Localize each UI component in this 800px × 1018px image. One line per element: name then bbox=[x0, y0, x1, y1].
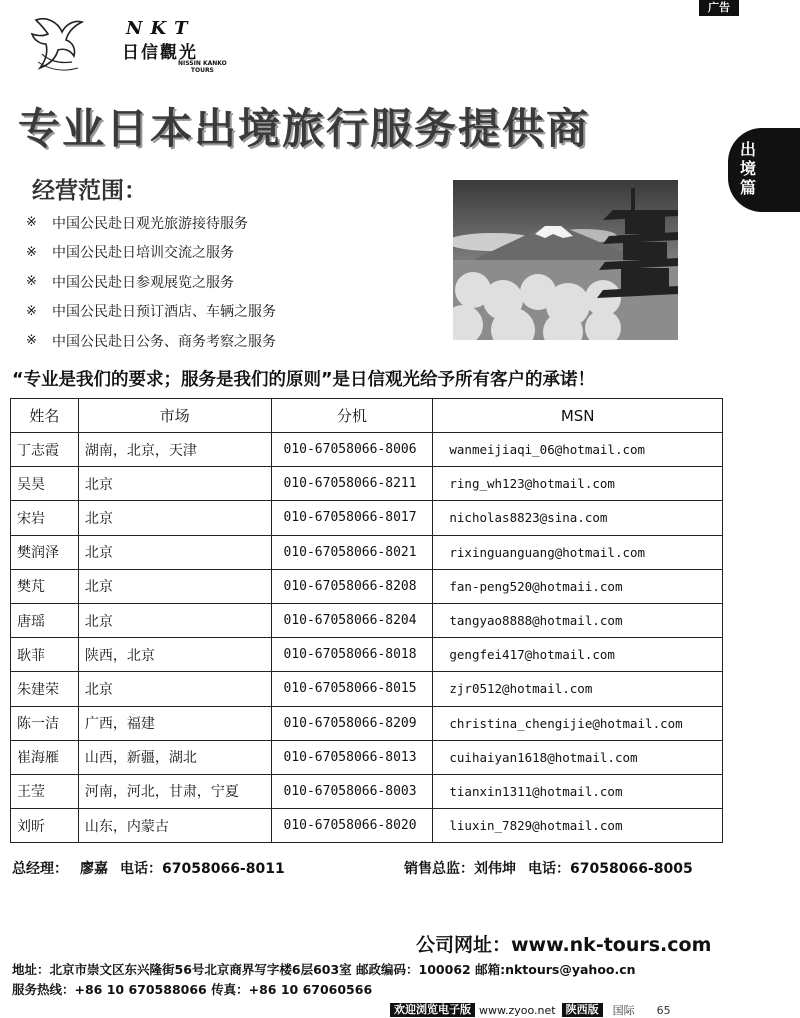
cell-msn: nicholas8823@sina.com bbox=[433, 501, 723, 535]
cell-name: 刘昕 bbox=[11, 809, 79, 843]
cell-name: 王莹 bbox=[11, 774, 79, 808]
page-number: 65 bbox=[656, 1003, 671, 1017]
header-name: 姓名 bbox=[11, 399, 79, 433]
company-logo bbox=[28, 14, 228, 78]
cell-extension: 010-67058066-8204 bbox=[271, 603, 433, 637]
cell-market: 北京 bbox=[78, 501, 271, 535]
cell-msn: ring_wh123@hotmail.com bbox=[433, 467, 723, 501]
scope-item bbox=[26, 238, 276, 268]
scope-list bbox=[26, 208, 276, 356]
logo-en-line2: TOURS bbox=[190, 67, 214, 74]
table-row bbox=[11, 740, 723, 774]
reference-mark-icon: ※ bbox=[26, 244, 37, 260]
cell-msn: tangyao8888@hotmail.com bbox=[433, 603, 723, 637]
cell-market: 北京 bbox=[78, 535, 271, 569]
main-title: 专业日本出境旅行服务提供商 bbox=[18, 104, 591, 153]
footer-edition: 陕西版 bbox=[562, 1003, 603, 1017]
manager-phone: 电话：67058066-8011 bbox=[120, 861, 285, 877]
section-tab bbox=[728, 128, 800, 212]
scope-item bbox=[26, 267, 276, 297]
sales-contact bbox=[404, 858, 705, 878]
cell-market: 山东，内蒙古 bbox=[78, 809, 271, 843]
cell-market: 北京 bbox=[78, 603, 271, 637]
table-header-row bbox=[11, 399, 723, 433]
company-address: 地址：北京市崇文区东兴隆街56号北京商界写字楼6层603室 邮政编码：100062 邮箱:nktours@yahoo.cn bbox=[12, 962, 636, 977]
table-row bbox=[11, 603, 723, 637]
cell-name: 吴昊 bbox=[11, 467, 79, 501]
manager-name: 廖嘉 bbox=[80, 861, 108, 877]
cell-market: 河南，河北，甘肃，宁夏 bbox=[78, 774, 271, 808]
table-row bbox=[11, 774, 723, 808]
table-row bbox=[11, 569, 723, 603]
cell-name: 丁志霞 bbox=[11, 433, 79, 467]
footer-url: www.zyoo.net bbox=[479, 1003, 556, 1017]
cell-msn: christina_chengijie@hotmail.com bbox=[433, 706, 723, 740]
cell-market: 北京 bbox=[78, 569, 271, 603]
footer-section: 国际 bbox=[612, 1004, 635, 1017]
logo-cn-name: 日信觀光 bbox=[122, 43, 198, 63]
cell-market: 山西，新疆，湖北 bbox=[78, 740, 271, 774]
reference-mark-icon: ※ bbox=[26, 303, 37, 319]
reference-mark-icon: ※ bbox=[26, 333, 37, 349]
scope-item-text: 中国公民赴日培训交流之服务 bbox=[52, 245, 234, 262]
scope-item-text: 中国公民赴日观光旅游接待服务 bbox=[52, 215, 248, 232]
scope-item bbox=[26, 297, 276, 327]
reference-mark-icon: ※ bbox=[26, 274, 37, 290]
logo-nkt-text: NKT bbox=[126, 18, 196, 39]
table-row bbox=[11, 809, 723, 843]
service-hotline: 服务热线：+86 10 670588066 传真：+86 10 67060566 bbox=[12, 982, 373, 997]
logo-en-line1: NISSIN KANKO bbox=[178, 60, 227, 67]
table-row bbox=[11, 467, 723, 501]
cell-msn: fan-peng520@hotmaii.com bbox=[433, 569, 723, 603]
cell-extension: 010-67058066-8211 bbox=[271, 467, 433, 501]
cell-msn: zjr0512@hotmail.com bbox=[433, 672, 723, 706]
company-website: 公司网址：www.nk-tours.com bbox=[416, 934, 712, 956]
cell-msn: liuxin_7829@hotmail.com bbox=[433, 809, 723, 843]
cell-market: 湖南，北京，天津 bbox=[78, 433, 271, 467]
scope-item bbox=[26, 208, 276, 238]
cell-msn: rixinguanguang@hotmail.com bbox=[433, 535, 723, 569]
cell-market: 北京 bbox=[78, 467, 271, 501]
sales-label: 销售总监：刘伟坤 bbox=[404, 861, 516, 877]
logo-en-name bbox=[178, 60, 227, 74]
cell-msn: wanmeijiaqi_06@hotmail.com bbox=[433, 433, 723, 467]
header-msn: MSN bbox=[433, 399, 723, 433]
cell-extension: 010-67058066-8208 bbox=[271, 569, 433, 603]
section-tab-label: 出境篇 bbox=[740, 140, 757, 197]
mount-fuji-pagoda-photo bbox=[453, 180, 678, 340]
cell-name: 朱建荣 bbox=[11, 672, 79, 706]
header-extension: 分机 bbox=[271, 399, 433, 433]
cell-msn: tianxin1311@hotmail.com bbox=[433, 774, 723, 808]
footer-label: 欢迎浏览电子版 bbox=[390, 1003, 475, 1017]
cell-name: 樊润泽 bbox=[11, 535, 79, 569]
cell-name: 崔海雁 bbox=[11, 740, 79, 774]
cell-extension: 010-67058066-8020 bbox=[271, 809, 433, 843]
cell-name: 陈一洁 bbox=[11, 706, 79, 740]
cell-msn: cuihaiyan1618@hotmail.com bbox=[433, 740, 723, 774]
sales-phone: 电话：67058066-8005 bbox=[528, 861, 693, 877]
cell-extension: 010-67058066-8003 bbox=[271, 774, 433, 808]
cell-extension: 010-67058066-8015 bbox=[271, 672, 433, 706]
cell-market: 北京 bbox=[78, 672, 271, 706]
contacts-table bbox=[10, 398, 723, 843]
cell-extension: 010-67058066-8017 bbox=[271, 501, 433, 535]
manager-contact bbox=[12, 858, 297, 878]
header-market: 市场 bbox=[78, 399, 271, 433]
reference-mark-icon: ※ bbox=[26, 215, 37, 231]
table-row bbox=[11, 706, 723, 740]
table-row bbox=[11, 672, 723, 706]
cell-extension: 010-67058066-8209 bbox=[271, 706, 433, 740]
cell-extension: 010-67058066-8018 bbox=[271, 638, 433, 672]
table-row bbox=[11, 535, 723, 569]
cell-extension: 010-67058066-8021 bbox=[271, 535, 433, 569]
scope-item-text: 中国公民赴日预订酒店、车辆之服务 bbox=[52, 304, 276, 321]
cell-market: 广西，福建 bbox=[78, 706, 271, 740]
page-footer bbox=[390, 1003, 671, 1017]
table-row bbox=[11, 501, 723, 535]
cell-name: 樊芃 bbox=[11, 569, 79, 603]
ad-tag: 广告 bbox=[699, 0, 739, 16]
slogan: “专业是我们的要求；服务是我们的原则”是日信观光给予所有客户的承诺！ bbox=[12, 370, 596, 390]
cell-extension: 010-67058066-8013 bbox=[271, 740, 433, 774]
table-row bbox=[11, 433, 723, 467]
table-row bbox=[11, 638, 723, 672]
scope-item bbox=[26, 326, 276, 356]
scope-item-text: 中国公民赴日公务、商务考察之服务 bbox=[52, 333, 276, 350]
cell-extension: 010-67058066-8006 bbox=[271, 433, 433, 467]
cell-name: 唐瑶 bbox=[11, 603, 79, 637]
cell-msn: gengfei417@hotmail.com bbox=[433, 638, 723, 672]
scope-item-text: 中国公民赴日参观展览之服务 bbox=[52, 274, 234, 291]
manager-label: 总经理： bbox=[12, 861, 68, 877]
cell-market: 陕西，北京 bbox=[78, 638, 271, 672]
cell-name: 宋岩 bbox=[11, 501, 79, 535]
crane-logo-icon bbox=[28, 14, 86, 74]
scope-title: 经营范围： bbox=[32, 178, 147, 204]
cell-name: 耿菲 bbox=[11, 638, 79, 672]
